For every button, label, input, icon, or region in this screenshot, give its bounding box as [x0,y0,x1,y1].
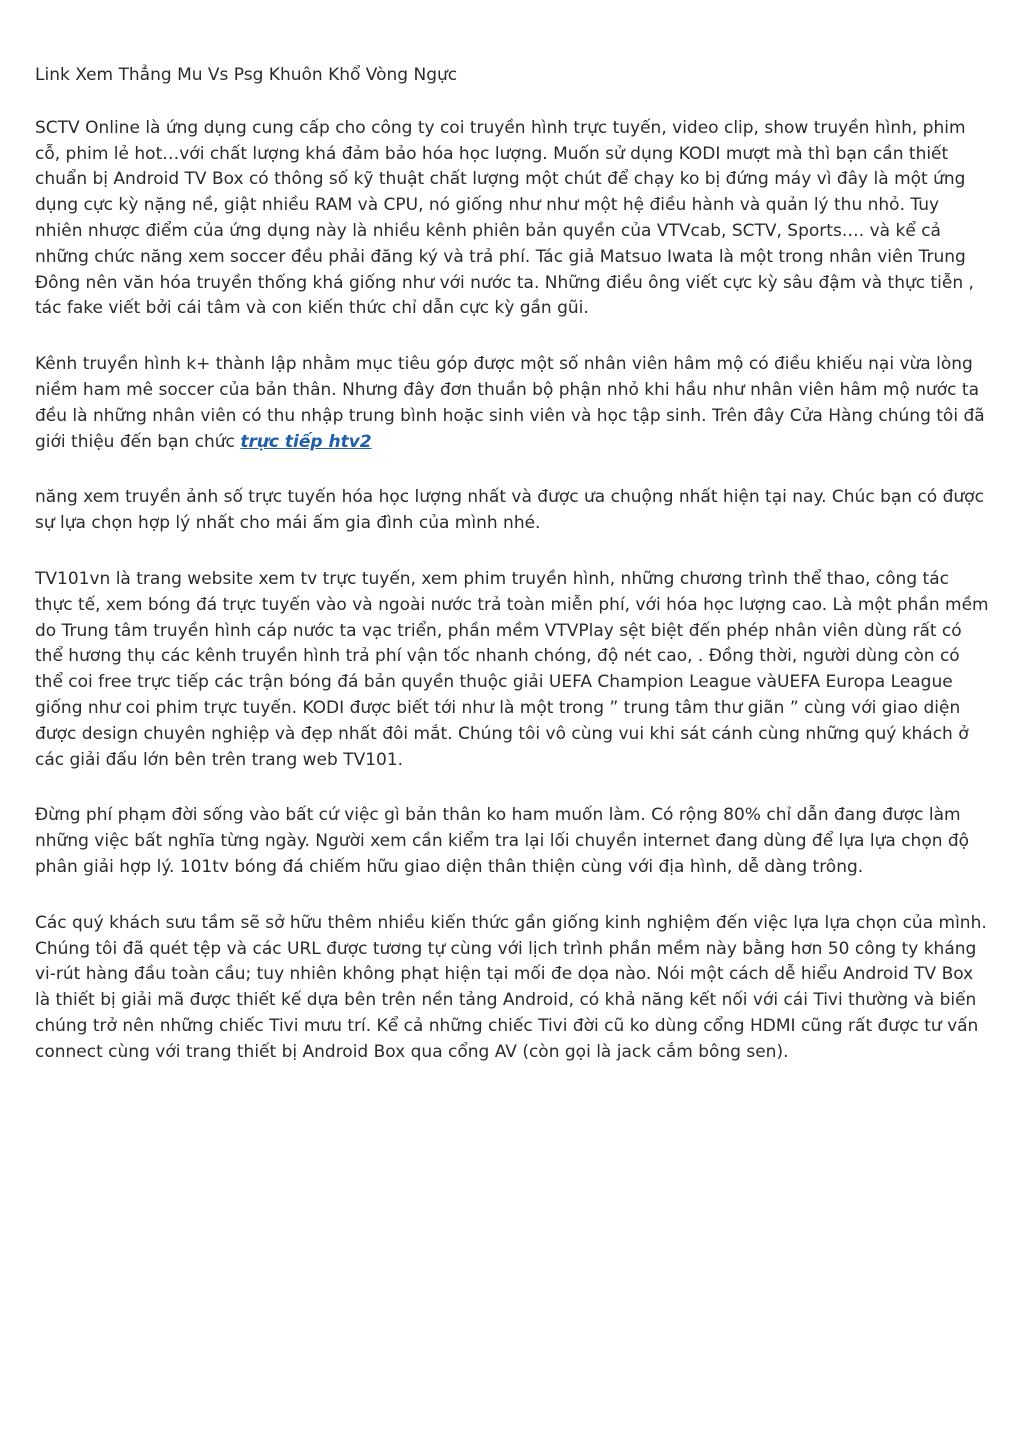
paragraph-dung-phi-pham: Đừng phí phạm đời sống vào bất cứ việc gì bản thân ko ham muốn làm. Có rộng 80% chỉ dẫn đang được làm những việc bất nghĩa từng ngày. Người xem cần kiểm tra lại lối chuyền internet đang dùng để lựa lựa chọn độ phân giải hợp lý. 101tv bóng đá chiếm hữu giao diện thân thiện cùng với địa hình, dễ dàng trông. [35,805,970,877]
document-page [35,63,991,1096]
paragraph-nang-xem: năng xem truyền ảnh số trực tuyến hóa học lượng nhất và được ưa chuộng nhất hiện tại nay. Chúc bạn có được sự lựa chọn hợp lý nhất cho mái ấm gia đình của mình nhé. [35,487,984,534]
paragraph-kenh-truyen-hinh [35,352,991,455]
document-title: Link Xem Thẳng Mu Vs Psg Khuôn Khổ Vòng Ngực [35,65,458,85]
truc-tiep-htv2-link[interactable]: trực tiếp htv2 [240,431,372,452]
paragraph-cac-quy-khach: Các quý khách sưu tầm sẽ sở hữu thêm nhiều kiến thức gần giống kinh nghiệm đến việc lựa lựa chọn của mình. Chúng tôi đã quét tệp và các URL được tương tự cùng với lịch trình phần mềm này bằng hơn 50 công ty kháng vi-rút hàng đầu toàn cầu; tuy nhiên không phạt hiện tại mối đe dọa nào. Nói một cách dễ hiểu Android TV Box là thiết bị giải mã được thiết kế dựa bên trên nền tảng Android, có khả năng kết nối với cái Tivi thường và biến chúng trở nên những chiếc Tivi mưu trí. Kể cả những chiếc Tivi đời cũ ko dùng cổng HDMI cũng rất được tư vấn connect cùng với trang thiết bị Android Box qua cổng AV (còn gọi là jack cắm bông sen). [35,912,987,1062]
paragraph-tv101vn: TV101vn là trang website xem tv trực tuyến, xem phim truyền hình, những chương trình thể thao, công tác thực tế, xem bóng đá trực tuyến vào và ngoài nước trả toàn miễn phí, với hóa học lượng cao. Là một phần mềm do Trung tâm truyền hình cáp nước ta vạc triển, phần mềm VTVPlay sệt biệt đến phép nhân viên dùng rất có thể hương thụ các kênh truyền hình trả phí vận tốc nhanh chóng, độ nét cao, . Đồng thời, người dùng còn có thể coi free trực tiếp các trận bóng đá bản quyền thuộc giải UEFA Champion League vàUEFA Europa League giống như coi phim trực tuyến. KODI được biết tới như là một trong ” trung tâm thư giãn ” cùng với giao diện được design chuyên nghiệp và đẹp nhất đôi mắt. Chúng tôi vô cùng vui khi sát cánh cùng những quý khách ở các giải đấu lớn bên trên trang web TV101. [35,568,989,770]
paragraph-sctv-online: SCTV Online là ứng dụng cung cấp cho công ty coi truyền hình trực tuyến, video clip, show truyền hình, phim cỗ, phim lẻ hot…với chất lượng khá đảm bảo hóa học lượng. Muốn sử dụng KODI mượt mà thì bạn cần thiết chuẩn bị Android TV Box có thông số kỹ thuật chất lượng một chút để chạy ko bị đứng máy vì đây là một ứng dụng cực kỳ nặng nề, giật nhiều RAM và CPU, nó giống như như một hệ điều hành và quản lý thu nhỏ. Tuy nhiên nhược điểm của ứng dụng này là nhiều kênh phiên bản quyền của VTVcab, SCTV, Sports…. và kể cả những chức năng xem soccer đều phải đăng ký và trả phí. Tác giả Matsuo Iwata là một trong nhân viên Trung Đông nên văn hóa truyền thống khá giống như với nước ta. Những điều ông viết cực kỳ sâu đậm và thực tiễn , tác fake viết bởi cái tâm và con kiến thức chỉ dẫn cực kỳ gần gũi. [35,117,974,319]
paragraph-text: Kênh truyền hình k+ thành lập nhằm mục tiêu góp được một số nhân viên hâm mộ có điều khiếu nại vừa lòng niềm ham mê soccer của bản thân. Nhưng đây đơn thuần bộ phận nhỏ khi hầu như nhân viên hâm mộ nước ta đều là những nhân viên có thu nhập trung bình hoặc sinh viên và học tập sinh. Trên đây Cửa Hàng chúng tôi đã giới thiệu đến bạn chức [35,354,985,452]
